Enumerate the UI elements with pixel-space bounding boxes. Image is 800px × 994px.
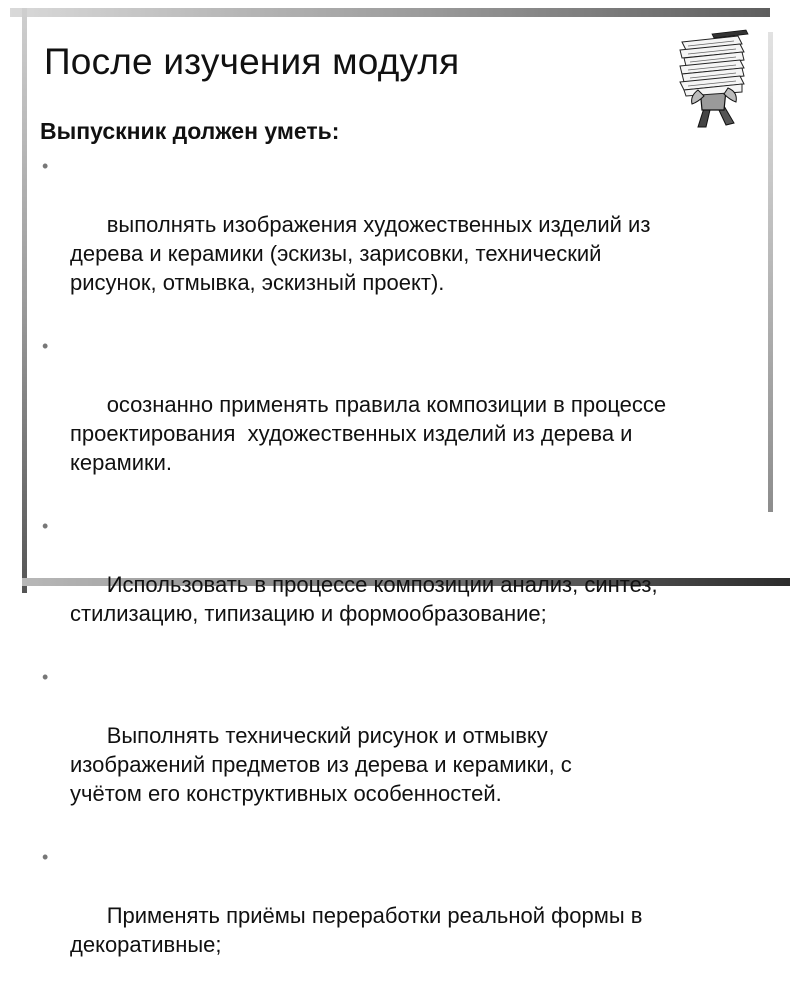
bullet-icon: • — [42, 516, 49, 536]
bullet-icon: • — [42, 667, 49, 687]
slide-title: После изучения модуля — [44, 41, 460, 82]
list-item-text: Выполнять технический рисунок и отмывку изображений предметов из дерева и керамики, с учётом его конструктивных особенностей. — [70, 723, 572, 806]
list-item-text: Использовать в процессе композиции анализ, синтез, стилизацию, типизацию и формообразование; — [70, 572, 658, 626]
list-heading: Выпускник должен уметь: — [40, 118, 340, 144]
list-item — [40, 332, 760, 506]
list-item — [40, 663, 760, 837]
list-item — [40, 152, 760, 326]
bullet-icon: • — [42, 156, 49, 176]
bullet-icon: • — [42, 847, 49, 867]
list-item-text: Применять приёмы переработки реальной формы в декоративные; — [70, 903, 643, 957]
bullet-icon: • — [42, 336, 49, 356]
list-item-text: осознанно применять правила композиции в процессе проектирования художественных изделий из дерева и керамики. — [70, 392, 667, 475]
person-carrying-paper-stack-icon — [668, 30, 758, 130]
bullet-list — [40, 152, 760, 994]
list-item — [40, 512, 760, 657]
list-item — [40, 843, 760, 988]
frame-left-bar — [22, 8, 27, 593]
frame-right-bar — [768, 32, 773, 512]
list-item-text: выполнять изображения художественных изделий из дерева и керамики (эскизы, зарисовки, технический рисунок, отмывка, эскизный проект). — [70, 212, 651, 295]
frame-top-bar — [10, 8, 770, 17]
